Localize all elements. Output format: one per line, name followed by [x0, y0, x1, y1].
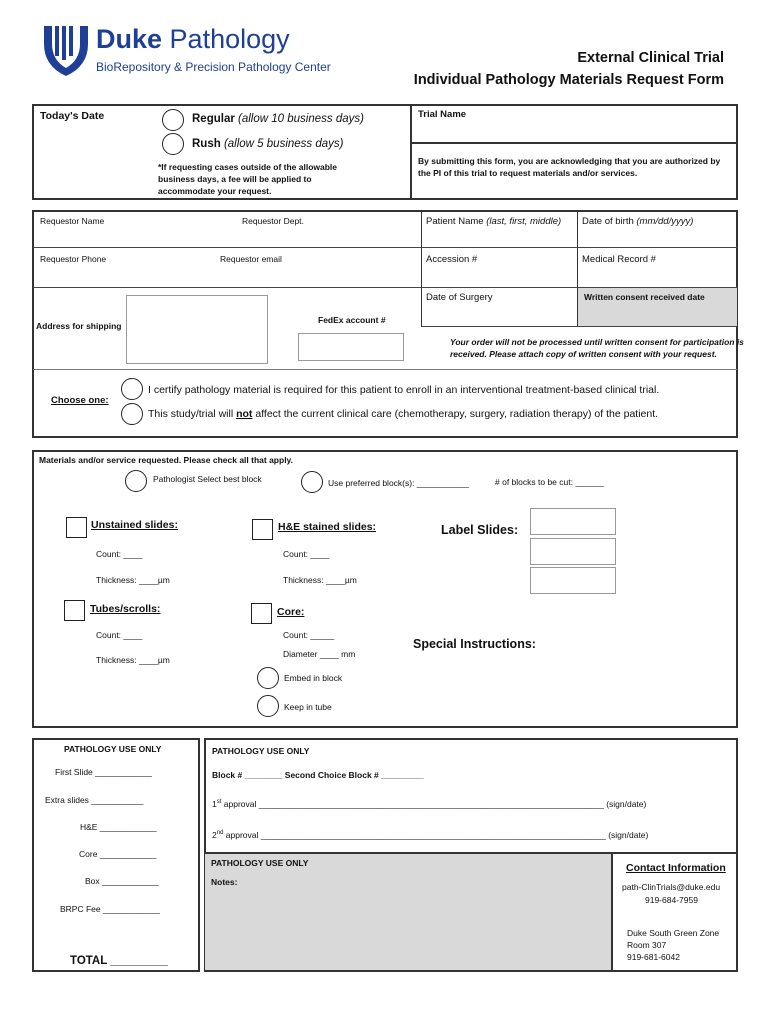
notes-label: Notes:: [211, 877, 238, 887]
divider: [421, 211, 422, 327]
trial-name-label: Trial Name: [418, 109, 467, 120]
preferred-block-radio[interactable]: [301, 471, 323, 493]
patient-name-hint: (last, first, middle): [486, 216, 562, 227]
preferred-block-label: Use preferred block(s): ___________: [328, 478, 469, 488]
embed-label: Embed in block: [284, 673, 343, 683]
consent-warning-2: received. Please attach copy of written consent with your request.: [450, 349, 717, 359]
core-count: Count: _____: [283, 630, 335, 640]
contact-phone-2: 919-681-6042: [627, 952, 680, 962]
contact-title: Contact Information: [626, 862, 726, 874]
label-slides-input-3[interactable]: [530, 567, 616, 594]
rush-text: Rush: [192, 138, 221, 150]
he-thickness: Thickness: ____µm: [283, 575, 357, 585]
divider: [421, 326, 737, 327]
unstained-checkbox[interactable]: [66, 517, 87, 538]
requestor-dept-label: Requestor Dept.: [242, 216, 304, 226]
fee-note: [158, 161, 337, 197]
keep-tube-label: Keep in tube: [284, 702, 332, 712]
certify-radio[interactable]: [121, 378, 143, 400]
logo-brand-duke: Duke: [96, 24, 163, 54]
keep-tube-radio[interactable]: [257, 695, 279, 717]
box-field[interactable]: Box ____________: [85, 876, 159, 886]
acknowledge-line-1: By submitting this form, you are acknowledging that you are authorized by: [418, 156, 721, 166]
materials-heading: Materials and/or service requested. Please check all that apply.: [39, 455, 294, 465]
duke-logo: [40, 22, 92, 78]
acknowledge-line-2: the PI of this trial to request materials and/or services.: [418, 168, 638, 178]
tubes-thickness: Thickness: ____µm: [96, 655, 170, 665]
fedex-label: FedEx account #: [318, 315, 386, 325]
he-field[interactable]: H&E ____________: [80, 822, 157, 832]
divider: [33, 369, 737, 370]
approval-2-text: approval _________________________________________________________________________ (sign/date): [223, 830, 649, 840]
label-slides-input-1[interactable]: [530, 508, 616, 535]
blocks-cut-label: # of blocks to be cut: ______: [495, 477, 604, 487]
path-use-right-title: PATHOLOGY USE ONLY: [212, 746, 310, 756]
dob-text: Date of birth: [582, 216, 634, 227]
fee-note-2: business days, a fee will be applied to: [158, 174, 312, 184]
study-text-not: not: [236, 408, 253, 420]
regular-note: (allow 10 business days): [238, 113, 364, 125]
pathologist-select-radio[interactable]: [125, 470, 147, 492]
address-shipping-label: Address for shipping: [36, 321, 122, 331]
fee-note-3: accommodate your request.: [158, 186, 272, 196]
embed-radio[interactable]: [257, 667, 279, 689]
rush-label: [192, 138, 343, 150]
divider: [205, 852, 736, 854]
approval-2-sup: nd: [216, 830, 224, 837]
first-slide-field[interactable]: First Slide ____________: [55, 767, 152, 777]
requestor-name-label: Requestor Name: [40, 216, 105, 226]
approval-2-num: 2: [212, 830, 217, 840]
approval-1-sup: st: [216, 799, 222, 806]
address-shipping-input[interactable]: [126, 295, 268, 364]
approval-2-field[interactable]: [212, 830, 648, 840]
path-use-notes-title: PATHOLOGY USE ONLY: [211, 858, 309, 868]
he-count: Count: ____: [283, 549, 330, 559]
acknowledge-text: [418, 155, 720, 179]
special-instructions-label: Special Instructions:: [413, 637, 536, 651]
divider: [410, 105, 412, 200]
tubes-checkbox[interactable]: [64, 600, 85, 621]
certify-label: I certify pathology material is required for this patient to enroll in an interventional treatment-based clinical trial.: [148, 384, 660, 396]
medical-record-label: Medical Record #: [582, 254, 656, 265]
path-use-left-title: PATHOLOGY USE ONLY: [64, 744, 162, 754]
date-of-surgery-label: Date of Surgery: [426, 292, 493, 303]
block-field[interactable]: Block # ________ Second Choice Block # _________: [212, 770, 424, 780]
contact-address-1: Duke South Green Zone: [627, 928, 720, 938]
consent-warning: [450, 336, 744, 360]
unstained-count: Count: ____: [96, 549, 143, 559]
requestor-phone-label: Requestor Phone: [40, 254, 107, 264]
approval-1-num: 1: [212, 799, 217, 809]
study-label: [148, 408, 658, 420]
todays-date-label: Today's Date: [40, 110, 105, 122]
accession-label: Accession #: [426, 254, 478, 265]
extra-slides-field[interactable]: Extra slides ___________: [45, 795, 144, 805]
consent-date-label: Written consent received date: [584, 292, 705, 302]
logo-brand: [96, 24, 290, 55]
approval-1-field[interactable]: [212, 799, 646, 809]
requestor-email-label: Requestor email: [220, 254, 282, 264]
fee-note-1: *If requesting cases outside of the allowable: [158, 162, 338, 172]
patient-name-label: [426, 216, 561, 227]
unstained-label: Unstained slides:: [91, 519, 178, 531]
study-text-pre: This study/trial will: [148, 408, 237, 420]
contact-address-2: Room 307: [627, 940, 667, 950]
pathologist-select-label: Pathologist Select best block: [153, 474, 262, 484]
notes-area[interactable]: [205, 853, 611, 970]
dob-label: [582, 216, 693, 227]
fedex-input[interactable]: [298, 333, 404, 361]
logo-brand-pathology: Pathology: [169, 24, 290, 54]
divider: [611, 853, 613, 971]
core-label: Core:: [277, 606, 305, 618]
total-field[interactable]: TOTAL _________: [70, 955, 168, 967]
tubes-label: Tubes/scrolls:: [90, 603, 161, 615]
core-checkbox[interactable]: [251, 603, 272, 624]
patient-name-text: Patient Name: [426, 216, 484, 227]
form-title-1: External Clinical Trial: [577, 50, 724, 66]
tubes-count: Count: ____: [96, 630, 143, 640]
unstained-thickness: Thickness: ____µm: [96, 575, 170, 585]
divider: [33, 247, 737, 248]
shield-icon: [40, 22, 92, 78]
regular-radio[interactable]: [162, 109, 184, 131]
study-text-post: affect the current clinical care (chemotherapy, surgery, radiation therapy) of the patient.: [252, 408, 659, 420]
form-title-2: Individual Pathology Materials Request Form: [413, 72, 724, 88]
rush-radio[interactable]: [162, 133, 184, 155]
regular-text: Regular: [192, 113, 235, 125]
he-stained-label: H&E stained slides:: [278, 521, 377, 533]
core-diameter: Diameter ____ mm: [283, 649, 356, 659]
choose-one-label: Choose one:: [51, 395, 109, 406]
rush-note: (allow 5 business days): [223, 138, 344, 150]
logo-subtitle: BioRepository & Precision Pathology Center: [96, 60, 331, 74]
core-field[interactable]: Core ____________: [79, 849, 157, 859]
section-priority: [32, 104, 738, 200]
contact-phone-1: 919-684-7959: [645, 895, 698, 905]
approval-1-text: approval _________________________________________________________________________ (sign/date): [221, 799, 647, 809]
divider: [410, 142, 738, 144]
brpc-fee-field[interactable]: BRPC Fee ____________: [60, 904, 160, 914]
regular-label: [192, 113, 364, 125]
consent-warning-1: Your order will not be processed until written consent for participation is: [450, 337, 744, 347]
study-radio[interactable]: [121, 403, 143, 425]
label-slides-label: Label Slides:: [441, 523, 519, 537]
label-slides-input-2[interactable]: [530, 538, 616, 565]
contact-email[interactable]: path-ClinTrials@duke.edu: [622, 882, 721, 892]
dob-hint: (mm/dd/yyyy): [636, 216, 694, 227]
he-stained-checkbox[interactable]: [252, 519, 273, 540]
